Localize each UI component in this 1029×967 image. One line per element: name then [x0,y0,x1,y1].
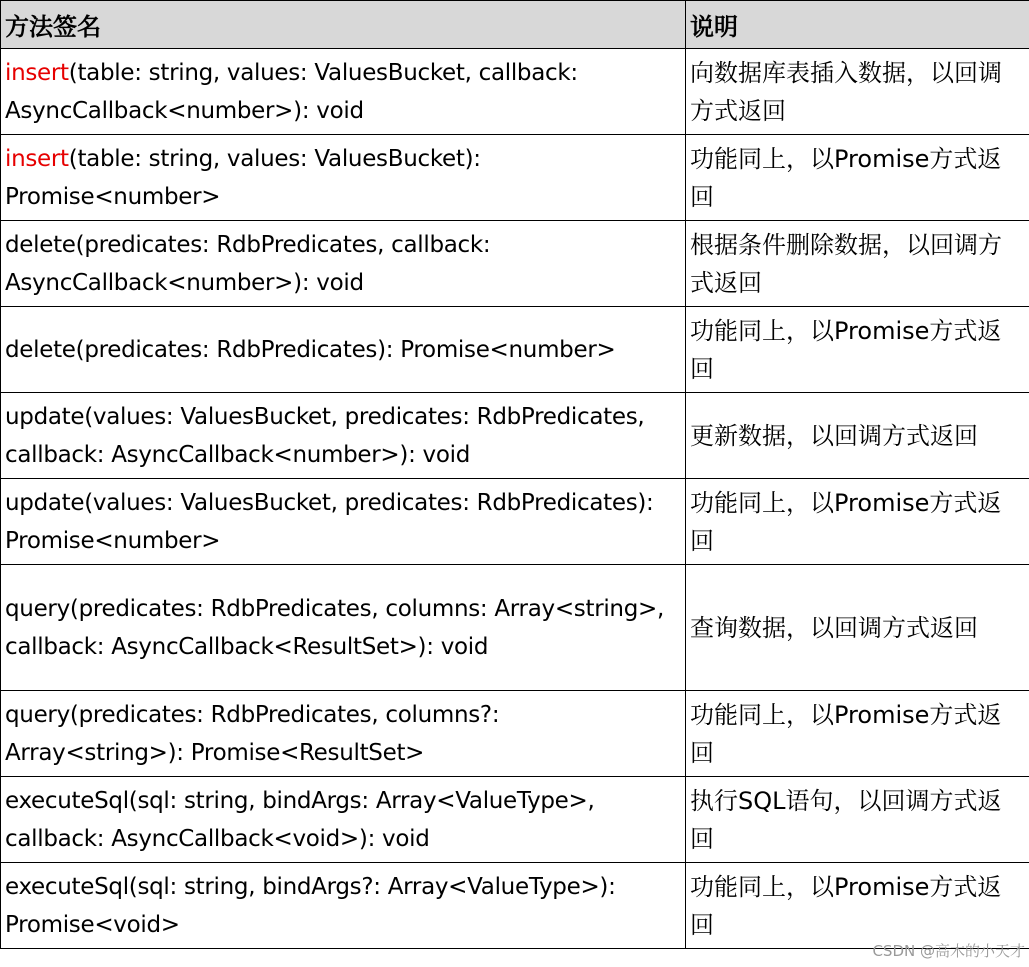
signature-cell: executeSql(sql: string, bindArgs?: Array<ValueType>): Promise<void> [1,863,686,949]
signature-cell: update(values: ValuesBucket, predicates: RdbPredicates, callback: AsyncCallback<number>): void [1,393,686,479]
signature-text: (table: string, values: ValuesBucket): Promise<number> [5,145,481,210]
table-row [1,135,1029,221]
signature-cell: query(predicates: RdbPredicates, columns: Array<string>, callback: AsyncCallback<ResultSet>): void [1,565,686,691]
signature-cell: delete(predicates: RdbPredicates, callback: AsyncCallback<number>): void [1,221,686,307]
description-cell: 功能同上，以Promise方式返回 [686,691,1029,777]
table-row [1,221,1029,307]
header-description: 说明 [686,1,1029,49]
method-name-highlight: insert [5,145,69,172]
description-cell: 功能同上，以Promise方式返回 [686,307,1029,393]
signature-cell: executeSql(sql: string, bindArgs: Array<ValueType>, callback: AsyncCallback<void>): void [1,777,686,863]
description-cell: 功能同上，以Promise方式返回 [686,863,1029,949]
signature-cell: delete(predicates: RdbPredicates): Promise<number> [1,307,686,393]
header-row [1,1,1029,49]
description-cell: 查询数据，以回调方式返回 [686,565,1029,691]
table-row [1,565,1029,691]
table-row [1,777,1029,863]
table-row [1,691,1029,777]
signature-cell: update(values: ValuesBucket, predicates: RdbPredicates): Promise<number> [1,479,686,565]
table-row [1,49,1029,135]
signature-cell [1,135,686,221]
description-cell: 根据条件删除数据，以回调方式返回 [686,221,1029,307]
description-cell: 更新数据，以回调方式返回 [686,393,1029,479]
table-row [1,393,1029,479]
description-cell: 功能同上，以Promise方式返回 [686,479,1029,565]
description-cell: 执行SQL语句，以回调方式返回 [686,777,1029,863]
signature-cell [1,49,686,135]
signature-cell: query(predicates: RdbPredicates, columns?: Array<string>): Promise<ResultSet> [1,691,686,777]
table-row [1,863,1029,949]
method-name-highlight: insert [5,59,69,86]
description-cell: 向数据库表插入数据，以回调方式返回 [686,49,1029,135]
signature-text: (table: string, values: ValuesBucket, callback: AsyncCallback<number>): void [5,59,578,124]
table-row [1,479,1029,565]
description-cell: 功能同上，以Promise方式返回 [686,135,1029,221]
table-row [1,307,1029,393]
watermark: CSDN @高木的小天才 [872,942,1025,960]
header-signature: 方法签名 [1,1,686,49]
